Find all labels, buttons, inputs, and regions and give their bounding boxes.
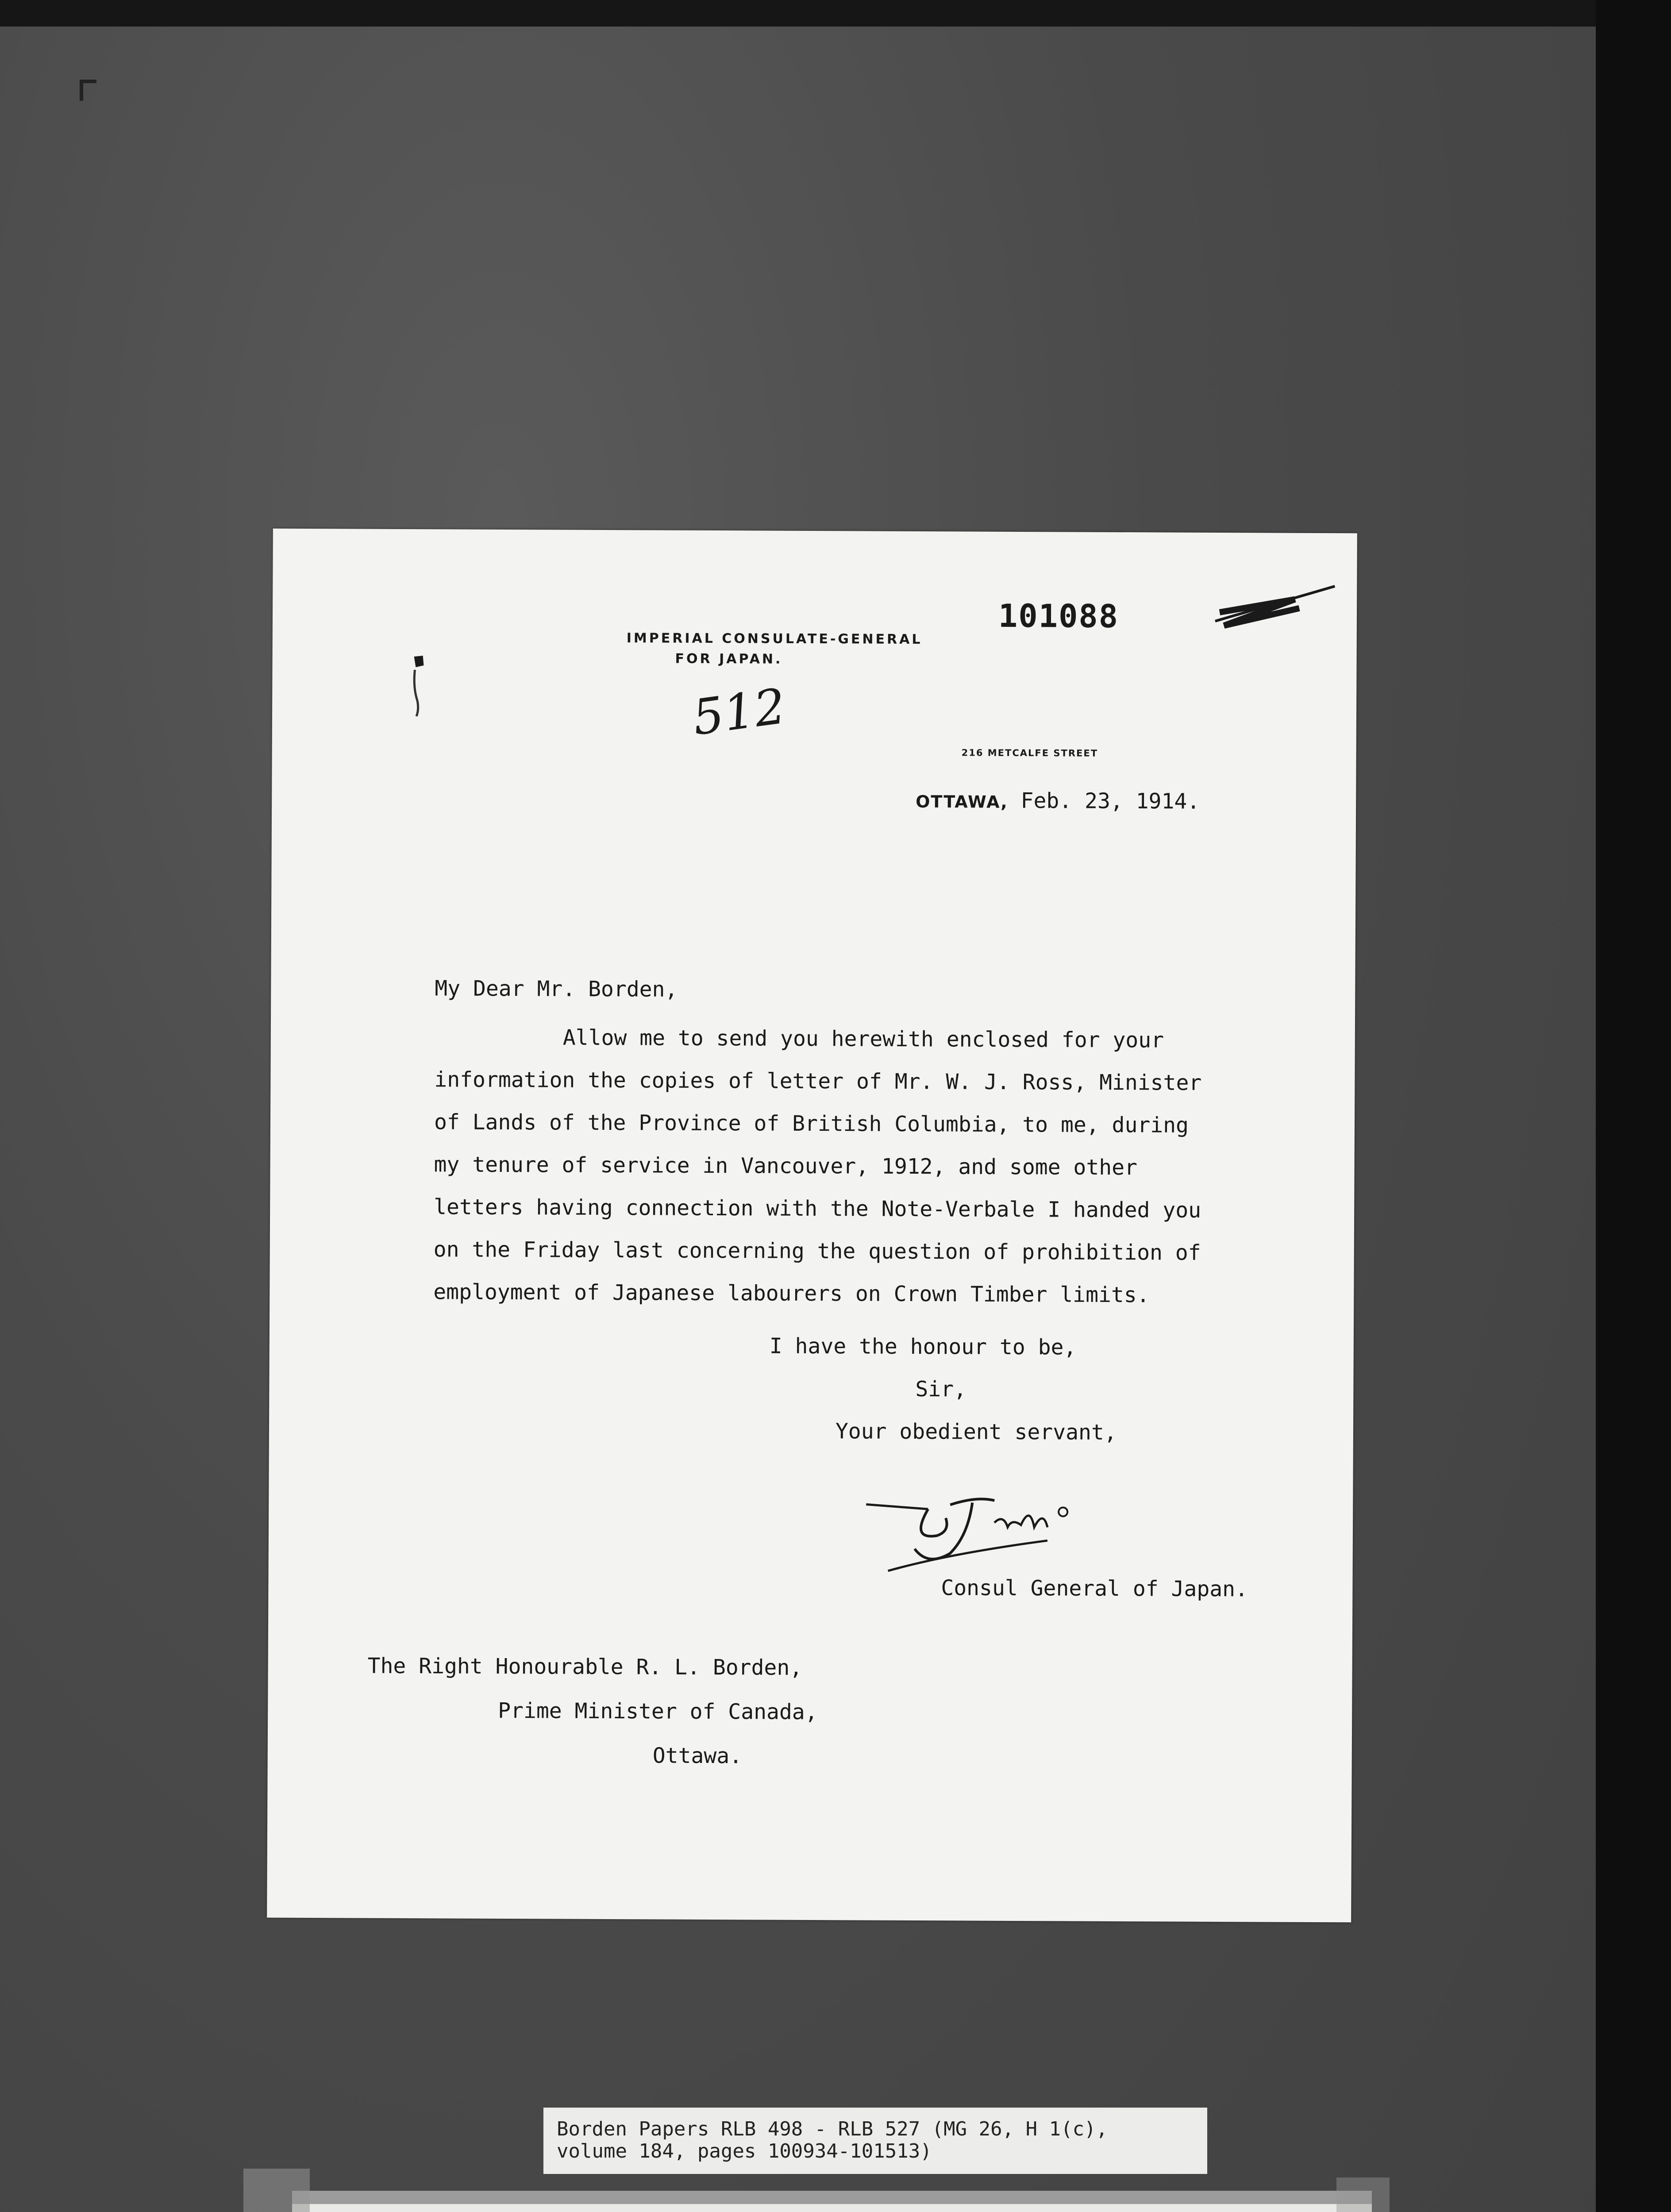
dateline-city: OTTAWA, bbox=[916, 792, 1008, 812]
addressee-line: Ottawa. bbox=[652, 1743, 743, 1769]
closing-line: Your obedient servant, bbox=[835, 1419, 1117, 1445]
signature-text: C. Yada bbox=[862, 1478, 864, 1479]
letterhead-address: 216 METCALFE STREET bbox=[961, 747, 1098, 759]
body-line: information the copies of letter of Mr. W. J. Ross, Minister bbox=[434, 1067, 1202, 1095]
closing-line: I have the honour to be, bbox=[769, 1333, 1077, 1360]
salutation: My Dear Mr. Borden, bbox=[435, 976, 678, 1002]
film-edge-right bbox=[1596, 0, 1671, 2212]
film-edge-top bbox=[0, 0, 1671, 27]
body-line: letters having connection with the Note-Verbale I handed you bbox=[434, 1194, 1201, 1223]
tape-strip bbox=[243, 2169, 310, 2212]
addressee-line: The Right Honourable R. L. Borden, bbox=[367, 1653, 803, 1680]
letterhead-line-2: FOR JAPAN. bbox=[675, 651, 783, 667]
letter-body bbox=[433, 1016, 1284, 1317]
reference-line: volume 184, pages 100934-101513) bbox=[557, 2140, 932, 2162]
addressee-block bbox=[367, 1644, 818, 1778]
cancel-scribble-mark bbox=[1206, 581, 1340, 635]
file-number-handwritten bbox=[688, 676, 789, 748]
film-corner-mark bbox=[80, 80, 96, 101]
addressee-line: Prime Minister of Canada, bbox=[498, 1698, 818, 1725]
archive-reference-label bbox=[543, 2108, 1207, 2174]
letterhead-line-1: IMPERIAL CONSULATE-GENERAL bbox=[626, 630, 923, 648]
reference-line: Borden Papers RLB 498 - RLB 527 (MG 26, H 1(c), bbox=[557, 2118, 1108, 2140]
letter-closing bbox=[769, 1325, 1117, 1454]
handwritten-signature bbox=[862, 1478, 1110, 1580]
tape-strip bbox=[1336, 2177, 1390, 2212]
body-line: of Lands of the Province of British Columbia, to me, during bbox=[434, 1110, 1189, 1138]
letterhead-title bbox=[626, 628, 1069, 671]
file-number-text: 512 bbox=[689, 677, 789, 746]
letter-page bbox=[267, 529, 1357, 1923]
dateline bbox=[916, 788, 1200, 814]
dateline-date: Feb. 23, 1914. bbox=[1020, 788, 1200, 814]
body-line: Allow me to send you herewith enclosed for your bbox=[562, 1025, 1164, 1053]
closing-line: Sir, bbox=[915, 1377, 967, 1402]
body-line: employment of Japanese labourers on Crown Timber limits. bbox=[433, 1279, 1150, 1308]
signatory-title: Consul General of Japan. bbox=[941, 1575, 1248, 1602]
body-line: my tenure of service in Vancouver, 1912, and some other bbox=[434, 1152, 1138, 1180]
archive-stamp-card bbox=[292, 2191, 1372, 2212]
document-number-stamp: 101088 bbox=[998, 597, 1119, 635]
body-line: on the Friday last concerning the question of prohibition of bbox=[433, 1237, 1201, 1265]
punch-hole-mark bbox=[405, 652, 432, 718]
